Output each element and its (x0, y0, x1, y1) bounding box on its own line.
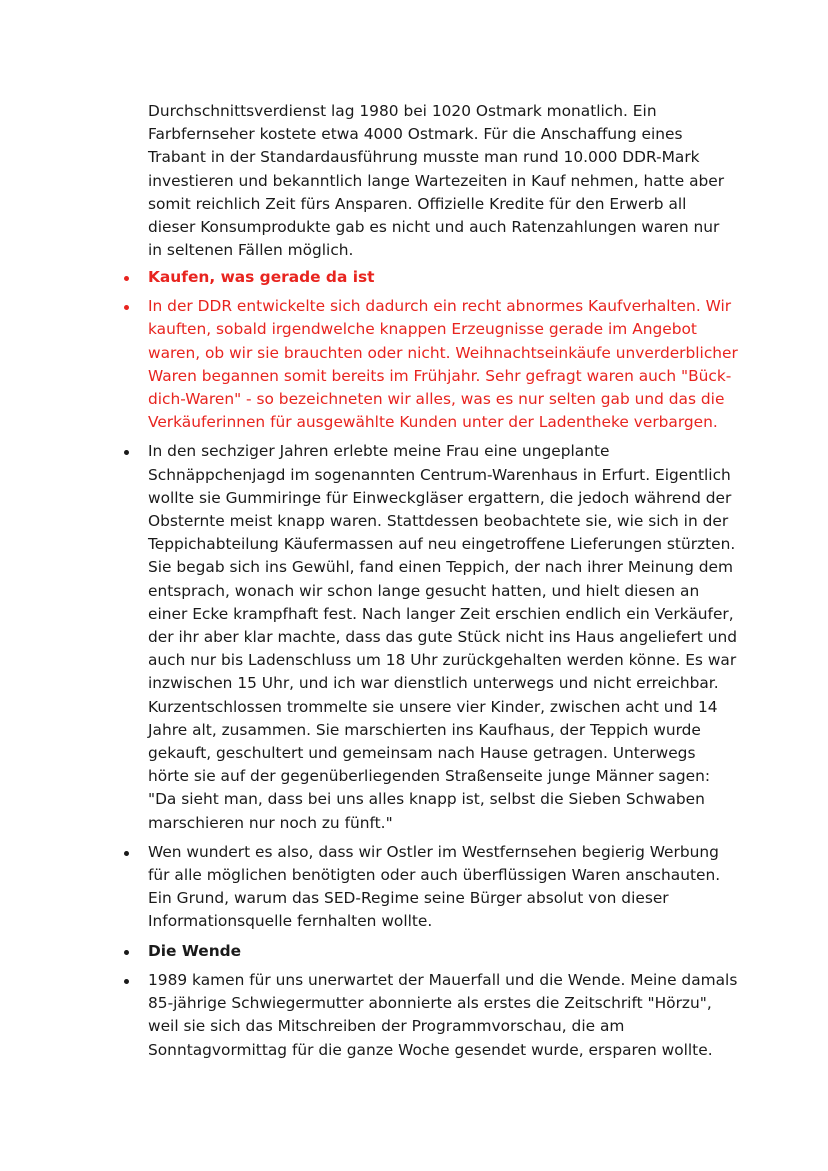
bullet-item-kaufverhalten (0, 295, 738, 434)
bullet-dot-icon (124, 851, 129, 856)
bullet-dot-icon (124, 305, 129, 310)
bullet-text: Wen wundert es also, dass wir Ostler im Westfernsehen begierig Werbung für alle möglichen benötigten oder auch überflüssigen Waren anschauten. Ein Grund, warum das SED-Regime seine Bürger absolut von dieser Informationsquelle fernhalten wollte. (148, 842, 721, 931)
bullet-heading-kaufen (0, 266, 738, 289)
bullet-dot-icon (124, 950, 129, 955)
bullet-dot-icon (124, 276, 129, 281)
bullet-text: In der DDR entwickelte sich dadurch ein recht abnormes Kaufverhalten. Wir kauften, sobald irgendwelche knappen Erzeugnisse gerade im Angebot waren, ob wir sie brauchten oder nicht. Weihnachtseinkäufe unverderblicher Waren begannen somit bereits im Frühjahr. Sehr gefragt waren auch "Bück-dich-Waren" - so bezeichneten wir alles, was es nur selten gab und das die Verkäuferinnen für ausgewählte Kunden unter der Ladentheke verbargen. (148, 297, 738, 432)
bullet-text: Die Wende (148, 941, 242, 960)
bullet-text: Kaufen, was gerade da ist (148, 268, 375, 286)
bullet-list (0, 266, 828, 1068)
bullet-item-teppich (0, 440, 738, 834)
bullet-text: 1989 kamen für uns unerwartet der Mauerfall und die Wende. Meine damals 85-jährige Schwiegermutter abonnierte als erstes die Zeitschrift "Hörzu", weil sie sich das Mitschreiben der Programmvorschau, die am Sonntagvormittag für die ganze Woche gesendet wurde, ersparen wollte. (148, 970, 738, 1059)
bullet-item-mauerfall (0, 969, 738, 1062)
bullet-item-westfernsehen (0, 841, 738, 934)
bullet-dot-icon (124, 450, 129, 455)
bullet-heading-wende (0, 940, 738, 963)
bullet-dot-icon (124, 979, 129, 984)
intro-paragraph: Durchschnittsverdienst lag 1980 bei 1020 Ostmark monatlich. Ein Farbfernseher kostete etwa 4000 Ostmark. Für die Anschaffung eines Trabant in der Standardausführung musste man rund 10.000 DDR-Mark investieren und bekanntlich lange Wartezeiten in Kauf nehmen, hatte aber somit reichlich Zeit fürs Ansparen. Offizielle Kredite für den Erwerb all dieser Konsumprodukte gab es nicht und auch Ratenzahlungen waren nur in seltenen Fällen möglich. (148, 102, 725, 260)
bullet-text: In den sechziger Jahren erlebte meine Frau eine ungeplante Schnäppchenjagd im sogenannten Centrum-Warenhaus in Erfurt. Eigentlich wollte sie Gummiringe für Einweckgläser ergattern, die jedoch während der Obsternte meist knapp waren. Stattdessen beobachtete sie, wie sich in der Teppichabteilung Käufermassen auf neu eingetroffene Lieferungen stürzten. Sie begab sich ins Gewühl, fand einen Teppich, der nach ihrer Meinung dem entsprach, wonach wir schon lange gesucht hatten, und hielt diesen an einer Ecke krampfhaft fest. Nach langer Zeit erschien endlich ein Verkäufer, der ihr aber klar machte, dass das gute Stück nicht ins Haus angeliefert und auch nur bis Ladenschluss um 18 Uhr zurückgehalten werden könne. Es war inzwischen 15 Uhr, und ich war dienstlich unterwegs und nicht erreichbar. Kurzentschlossen trommelte sie unsere vier Kinder, zwischen acht und 14 Jahre alt, zusammen. Sie marschierten ins Kaufhaus, der Teppich wurde gekauft, geschultert und gemeinsam nach Hause getragen. Unterwegs hörte sie auf der gegenüberliegenden Straßenseite junge Männer sagen: "Da sieht man, dass bei uns alles knapp ist, selbst die Sieben Schwaben marschieren nur noch zu fünft." (148, 442, 737, 832)
